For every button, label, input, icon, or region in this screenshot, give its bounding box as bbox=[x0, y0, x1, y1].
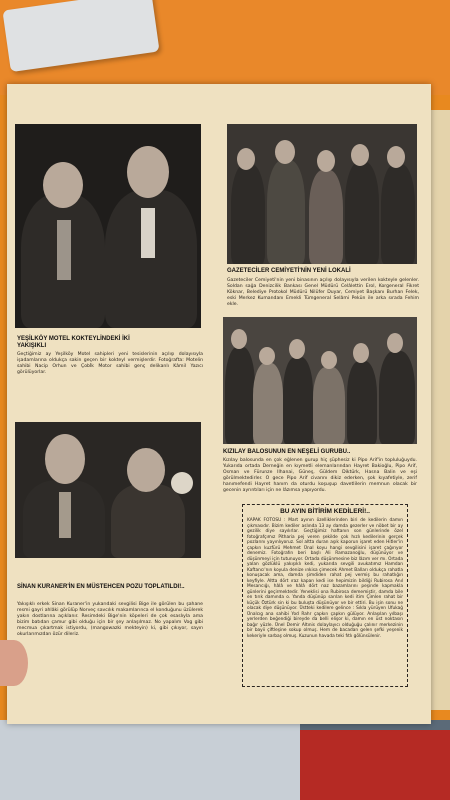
caption-kizilay: Kızılay balosunda en çok eğlenen gurup hiç şüphesiz ki Pipo Arif'in topluluğuydu. Yukarıda ortada Derneğin en kıymetli elemanlarından Hayret Bakioğlu, Pipo Arif, Osman ve Fürunze Ilhanai, Güneş, Güldem Diktürk, Hasna Balin ve eşi görülmektedirler. O gece Pipo Arif civarını dikiz ederken, şok kıyafetiyle, zerif hanımefendi Hayret hanım da oturdu koşuşup davetlilerin memnun olacak bir gecenin ayrıntıları için ne lâzımsa yapıyordu. bbox=[223, 458, 417, 493]
cover-photo-box bbox=[242, 504, 408, 687]
caption-press-club: Gazeteciler Cemiyeti'nin yeni binasının açılışı dolayısıyla verilen kokteyle gelenler. Soldan sağa Denizcilik Bankası Genel Müdürü Celâlettin Erol, Korgeneral Fikret Köknar, Belediye Protokol Müdürü Nilüfer Duyar, Cemiyet Başkanı Burhan Felek, eski Merkez Kumandanı Emekli Tümgeneral Selâmi Pekün ile arka sırada Fehim ekle. bbox=[227, 278, 419, 307]
photo-sinan-kuraner bbox=[15, 422, 201, 558]
caption-sinan-kuraner: Yakışıklı erkek Sinan Kuraner'in yukarıdaki sevgilisi Bige ile görülen bu şahane resmi gayri ahlâki görülüp Norveç savcılık makamlarınca el konduğunu üzülerek yakın dostlarına açıklanır. Resimdeki Bige'nin köpeleri de çok esaslıyla ama bizim batıdan çamur gibi olduğu için bir şey anlaşılmaz. No yapalım Vog gibi mecmua çıkartmak istiyordu, (mangowazki mekteyin) ki, gibi çıkıyor, sayın okurlarımızdan özür dileriz. bbox=[17, 602, 203, 637]
headline-sinan-kuraner: SİNAN KURANER'İN EN MÜSTEHCEN POZU TOPLATILDI!.. bbox=[17, 584, 185, 590]
magazine-page bbox=[7, 84, 431, 724]
box-title: BU AYIN BİTİRİM KEDİLERİ!.. bbox=[280, 508, 370, 515]
headline-kizilay: KIZILAY BALOSUNUN EN NEŞELİ GURUBU.. bbox=[223, 449, 351, 455]
photo-press-club bbox=[227, 124, 417, 264]
photo-motel-cocktail bbox=[15, 124, 201, 328]
headline-motel: YEŞİLKÖY MOTEL KOKTEYLİNDEKİ İKİ YAKIŞIKLI bbox=[17, 336, 130, 349]
caption-motel: Geçtiğimiz ay Yeşilköy Motel sahipleri yeni tesislerinin açılışı dolayısıyla işadamlarına oldukça sakin geçen bir kokteyl vermişlerdir. Fotoğrafta: Motelin sahibi Nacip Orhun ve Çobİk Motor sahibi genç delikanlı Kâmil Yazıcı görülüyorlar. bbox=[17, 352, 203, 375]
bottom-paper-sheet bbox=[0, 720, 300, 800]
photo-kizilay-ball bbox=[223, 317, 417, 444]
bottom-red-object bbox=[300, 730, 450, 800]
finger-holding-page bbox=[0, 640, 28, 686]
box-body: KAPAK FOTOSU : Mart ayının özelliklerinden biri de kedilerin damın çıkmasıdır. Bizim kediler aslında 13 ay damda gezerler ve nöbet bir ay gezilik diye sayılırlar. Geçtiğimiz haftanın son günlerinde özel fotoğrafçımız Pitharia pej veren şekilde çok hızlı kedilerinin gerçek pozlarını yayınlıyoruz. Sol altta duran aşık kaporun işaret eden Hitler'in çapkın kuzfürü Mehmet Ünal koyu hangi sevgilisini işaret çağırıyor denemiz. Fotoğrafın beri başlı Ali Ramazanoğlu, düşünüyor ve düşünmeyi için tutunuyor. Ortada düşünmesine biz lâzım ver mı. Ortada yalan gözlüklü yakışıklı kedi, yukarıda sevgili avukatımız Hamdan Kaftancı'nın koyula denize ınkisa çimecek Ahmet Balları oldukça rahatla konuşacak ama, damda şimdiden rahat pej vermiş bu rahatlığın keyfiyle. Altta dört ıraz kapan kedi ise hepimizin bildiği Rubirosa Anıl Mesarıcığı, hâlâ ve hâlâ dört naz bazamlarını peşinde kapmakla günlerini geçirmektedir. Yeneklisi ona Rubirosa dememiştir, damda bile en tırık damında o. Yanda düşünüp sarılan kedi itim Çimlen rahat bir küçük Öztürk sin ki bu buluşta düşünüyor ve bir ettiri. Bu işin sonu ne olacak diye düşünüyor. Üstteki kedilere gelince : Sıkla yürüyen Ufukağ Ünalcıg ana sahibi Yod Rahr çapkın çapkın gülüyor. Anlaşılan yılbaşı yerlerden beğendiği bireyde da belli elişor ki, damın en üst noktasın bağır yüzle. Ünel Demir Altınis dolaylayıcı olduğuğu çalınır merkezinin bir bayii çiftleşine sokup olmuş. Hem de bacadan gelen şefki yeşenik kekeriyle sarbaş olmuş. Kuzunun havada teki fıtlı gölünsülenir. bbox=[247, 518, 403, 639]
headline-press-club: GAZETECİLER CEMİYETİ'NİN YENİ LOKALİ bbox=[227, 268, 351, 274]
